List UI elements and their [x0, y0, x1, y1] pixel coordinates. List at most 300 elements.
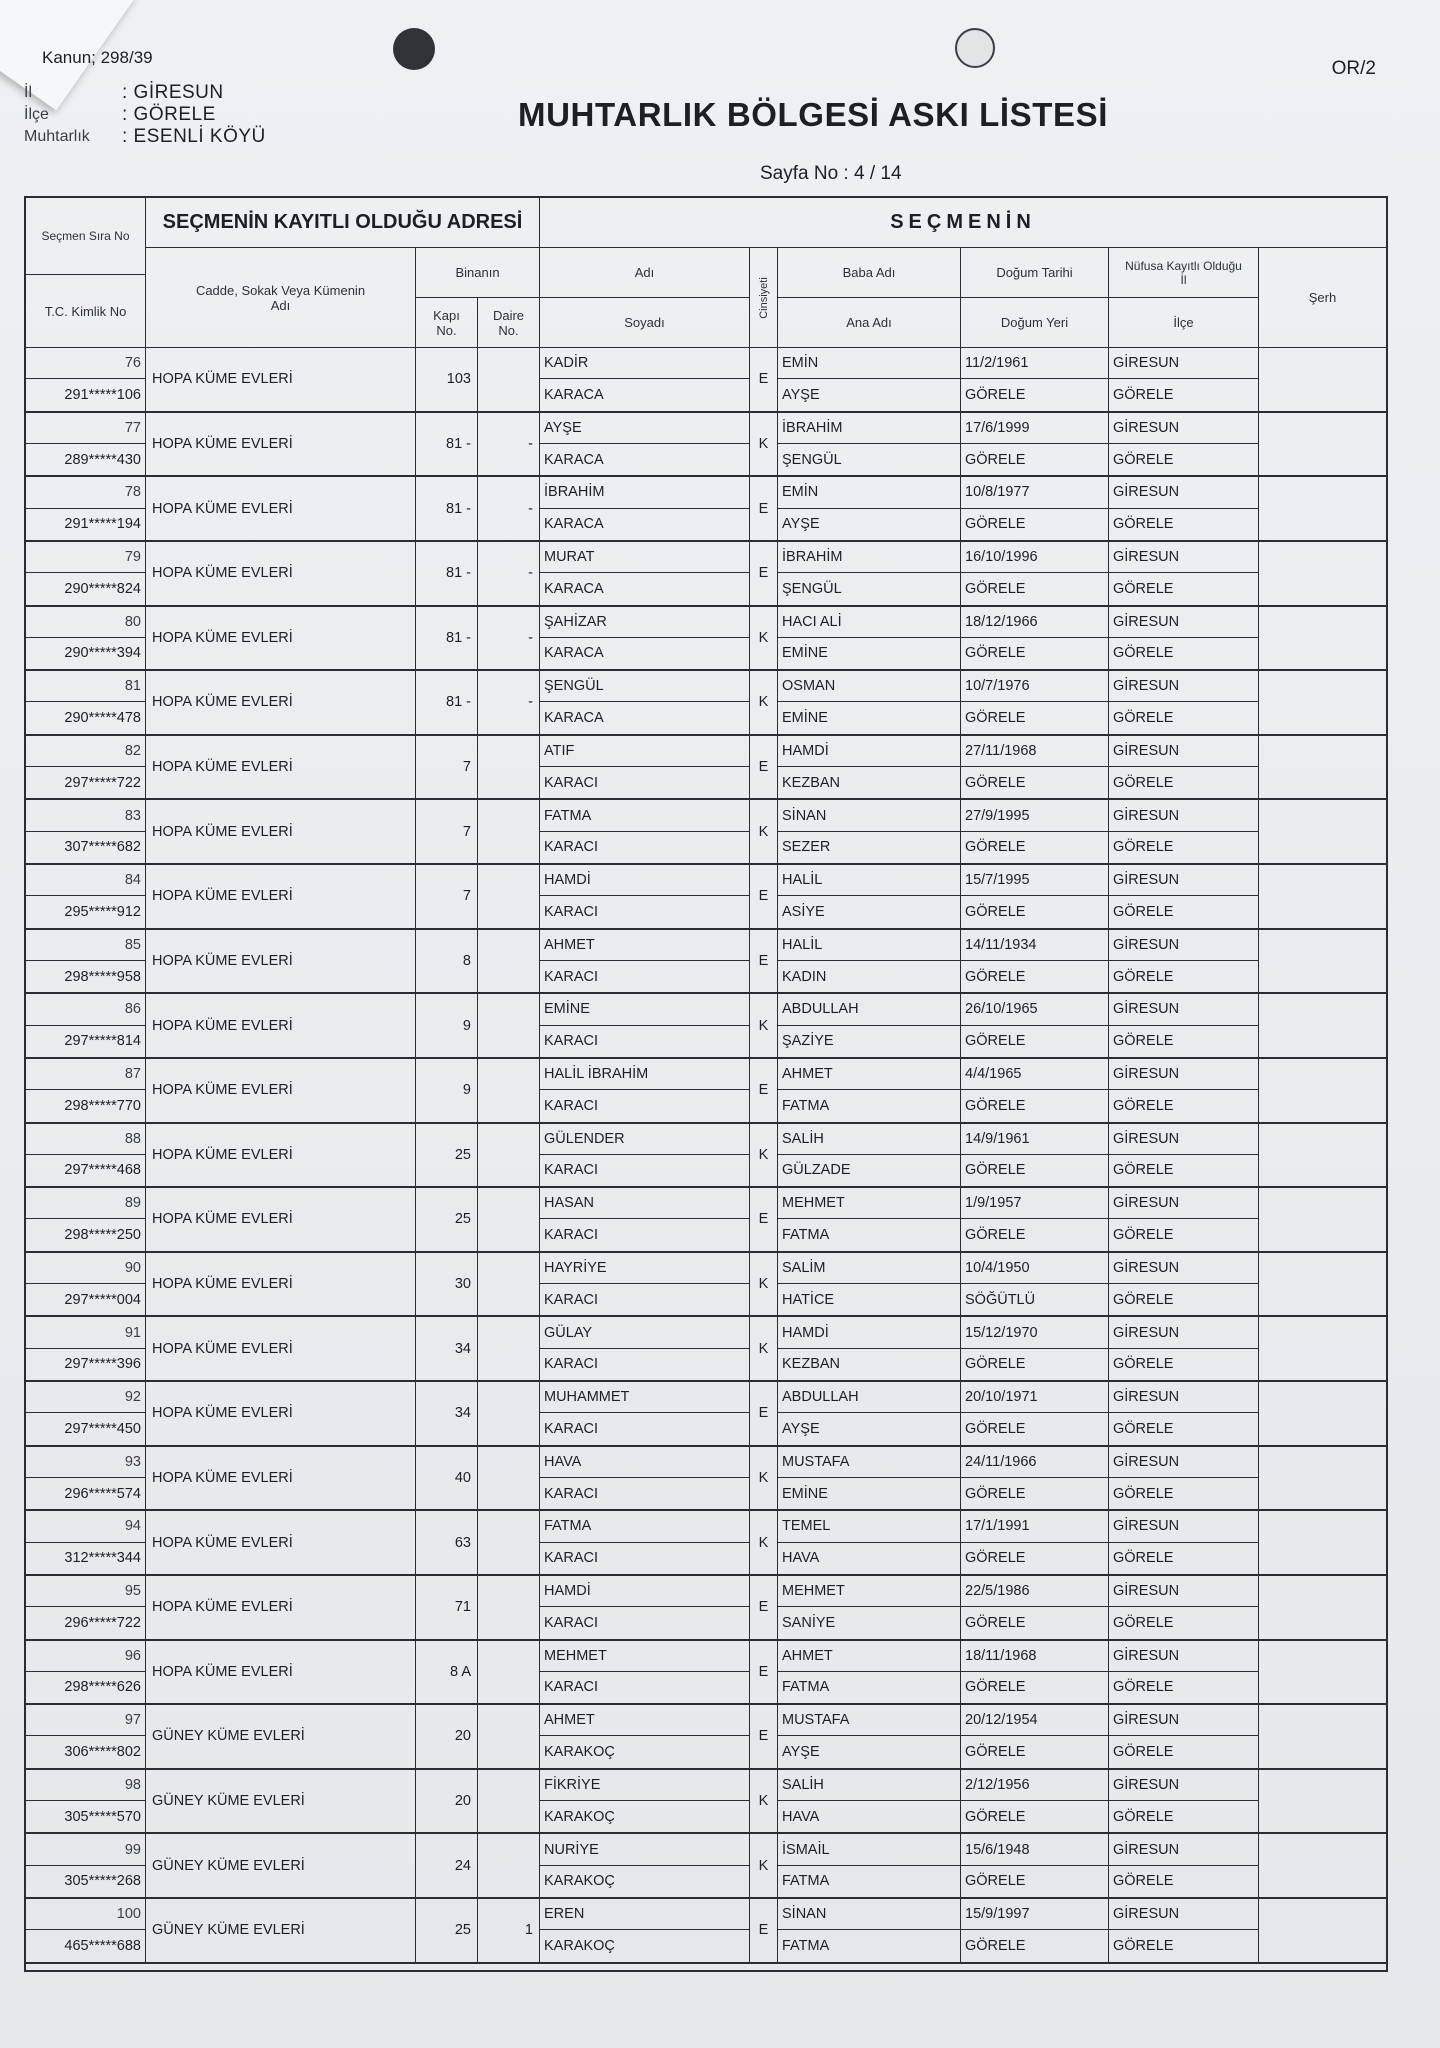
apartment-no	[478, 736, 539, 799]
gender: K	[758, 823, 769, 840]
registered-province: GİRESUN	[1109, 1705, 1258, 1736]
cell-cinsiyet	[750, 671, 778, 734]
gender: K	[758, 1340, 769, 1357]
mother-name: ŞENGÜL	[782, 580, 842, 597]
header-soyadi: Soyadı	[540, 298, 750, 348]
cell-sira-tc	[26, 1447, 146, 1510]
cell-il-ilce	[1109, 1641, 1259, 1704]
birth-place: GÖRELE	[965, 645, 1026, 662]
cell-sira-tc	[26, 671, 146, 734]
cell-cinsiyet	[750, 1705, 778, 1768]
first-name: ATIF	[540, 736, 749, 767]
cell-cinsiyet	[750, 736, 778, 799]
cell-dogum	[961, 1124, 1109, 1187]
father-name: HAMDİ	[778, 1317, 960, 1348]
cell-sira-tc	[26, 1899, 146, 1962]
cell-baba-ana	[778, 413, 961, 476]
secmen-sira-no: 95	[26, 1576, 145, 1607]
address-street: HOPA KÜME EVLERİ	[152, 1211, 293, 1228]
registered-district: GÖRELE	[1113, 451, 1174, 468]
mother-name: AYŞE	[782, 386, 820, 403]
address-street: HOPA KÜME EVLERİ	[152, 823, 293, 840]
gender: E	[758, 1082, 769, 1099]
table-row	[26, 1834, 1386, 1899]
cell-dogum	[961, 348, 1109, 411]
cell-kapi	[416, 1641, 478, 1704]
table-row	[26, 930, 1386, 995]
last-name: KARACA	[544, 580, 604, 597]
secmen-sira-no: 100	[26, 1899, 145, 1930]
gender: K	[758, 1146, 769, 1163]
first-name: MUHAMMET	[540, 1382, 749, 1413]
last-name: KARAKOÇ	[544, 1744, 615, 1761]
cell-sira-tc	[26, 1382, 146, 1445]
header-address-group: SEÇMENİN KAYITLI OLDUĞU ADRESİ	[146, 198, 540, 248]
cell-cinsiyet	[750, 1899, 778, 1962]
cell-il-ilce	[1109, 1511, 1259, 1574]
birth-date: 20/10/1971	[961, 1382, 1108, 1413]
birth-date: 18/11/1968	[961, 1641, 1108, 1672]
apartment-no: -	[528, 500, 533, 517]
mother-name: ŞAZİYE	[782, 1033, 834, 1050]
cell-serh	[1259, 477, 1386, 540]
cell-serh	[1259, 930, 1386, 993]
cell-daire	[478, 671, 540, 734]
tc-kimlik-no: 289*****430	[64, 451, 141, 468]
apartment-no	[478, 1317, 539, 1380]
door-no: 81 -	[446, 565, 471, 582]
registered-province: GİRESUN	[1109, 413, 1258, 444]
cell-serh	[1259, 1124, 1386, 1187]
first-name: HASAN	[540, 1188, 749, 1219]
cell-baba-ana	[778, 477, 961, 540]
cell-il-ilce	[1109, 1124, 1259, 1187]
birth-place: GÖRELE	[965, 710, 1026, 727]
cell-baba-ana	[778, 1576, 961, 1639]
cell-dogum	[961, 865, 1109, 928]
cell-adres	[146, 1511, 416, 1574]
father-name: TEMEL	[778, 1511, 960, 1542]
cell-adres	[146, 348, 416, 411]
registered-district: GÖRELE	[1113, 1744, 1174, 1761]
address-street: HOPA KÜME EVLERİ	[152, 1405, 293, 1422]
tc-kimlik-no: 290*****824	[64, 580, 141, 597]
cell-baba-ana	[778, 1124, 961, 1187]
cell-cinsiyet	[750, 1511, 778, 1574]
cell-dogum	[961, 736, 1109, 799]
table-header	[26, 198, 1386, 348]
cell-daire	[478, 607, 540, 670]
apartment-no	[478, 1382, 539, 1445]
cell-baba-ana	[778, 542, 961, 605]
birth-date: 20/12/1954	[961, 1705, 1108, 1736]
mother-name: ASİYE	[782, 903, 825, 920]
cell-adi-soyadi	[540, 413, 750, 476]
il-label: İl	[24, 84, 32, 101]
secmen-sira-no: 86	[26, 994, 145, 1025]
registered-province: GİRESUN	[1109, 800, 1258, 831]
cell-adi-soyadi	[540, 1382, 750, 1445]
registered-province: GİRESUN	[1109, 1059, 1258, 1090]
tc-kimlik-no: 297*****450	[64, 1420, 141, 1437]
door-no: 7	[462, 823, 471, 840]
cell-kapi	[416, 736, 478, 799]
cell-sira-tc	[26, 607, 146, 670]
address-street: HOPA KÜME EVLERİ	[152, 565, 293, 582]
cell-kapi	[416, 1382, 478, 1445]
first-name: NURİYE	[540, 1834, 749, 1865]
birth-place: GÖRELE	[965, 774, 1026, 791]
cell-kapi	[416, 671, 478, 734]
cell-adi-soyadi	[540, 542, 750, 605]
registered-district: GÖRELE	[1113, 1550, 1174, 1567]
father-name: MUSTAFA	[778, 1705, 960, 1736]
father-name: SALİH	[778, 1124, 960, 1155]
door-no: 9	[462, 1017, 471, 1034]
cell-kapi	[416, 1576, 478, 1639]
last-name: KARACI	[544, 1550, 598, 1567]
cell-daire	[478, 1899, 540, 1962]
door-no: 8 A	[450, 1663, 471, 1680]
registered-district: GÖRELE	[1113, 1614, 1174, 1631]
cell-daire	[478, 1770, 540, 1833]
law-reference: Kanun; 298/39	[42, 48, 153, 67]
birth-date: 15/6/1948	[961, 1834, 1108, 1865]
cell-daire	[478, 348, 540, 411]
birth-date: 17/6/1999	[961, 413, 1108, 444]
cell-sira-tc	[26, 736, 146, 799]
cell-cinsiyet	[750, 1447, 778, 1510]
cell-dogum	[961, 607, 1109, 670]
header-adi: Adı	[540, 248, 750, 298]
cell-serh	[1259, 1899, 1386, 1962]
secmen-sira-no: 94	[26, 1511, 145, 1542]
table-row	[26, 1899, 1386, 1964]
birth-place: GÖRELE	[965, 386, 1026, 403]
registered-district: GÖRELE	[1113, 903, 1174, 920]
cell-baba-ana	[778, 800, 961, 863]
first-name: HAVA	[540, 1447, 749, 1478]
cell-dogum	[961, 1382, 1109, 1445]
address-street: HOPA KÜME EVLERİ	[152, 1599, 293, 1616]
secmen-sira-no: 85	[26, 930, 145, 961]
cell-baba-ana	[778, 736, 961, 799]
cell-daire	[478, 1188, 540, 1251]
father-name: ABDULLAH	[778, 994, 960, 1025]
cell-kapi	[416, 542, 478, 605]
registered-district: GÖRELE	[1113, 1485, 1174, 1502]
gender: K	[758, 1276, 769, 1293]
cell-adi-soyadi	[540, 1124, 750, 1187]
birth-place: GÖRELE	[965, 1614, 1026, 1631]
header-binanin: Binanın	[416, 248, 540, 298]
registered-province: GİRESUN	[1109, 1834, 1258, 1865]
cell-sira-tc	[26, 348, 146, 411]
gender: E	[758, 1211, 769, 1228]
gender: K	[758, 1534, 769, 1551]
birth-place: SÖĞÜTLÜ	[965, 1291, 1036, 1308]
birth-place: GÖRELE	[965, 1356, 1026, 1373]
cell-baba-ana	[778, 1899, 961, 1962]
table-row	[26, 865, 1386, 930]
cell-serh	[1259, 1188, 1386, 1251]
address-street: HOPA KÜME EVLERİ	[152, 1017, 293, 1034]
cell-daire	[478, 1705, 540, 1768]
cell-adres	[146, 1447, 416, 1510]
gender: K	[758, 1793, 769, 1810]
door-no: 40	[454, 1469, 471, 1486]
cell-serh	[1259, 1834, 1386, 1897]
gender: E	[758, 1405, 769, 1422]
gender: K	[758, 435, 769, 452]
cell-il-ilce	[1109, 800, 1259, 863]
cell-kapi	[416, 413, 478, 476]
header-cadde: Cadde, Sokak Veya Kümenin Adı	[146, 248, 416, 348]
cell-kapi	[416, 1059, 478, 1122]
cell-adi-soyadi	[540, 1705, 750, 1768]
tc-kimlik-no: 291*****106	[64, 386, 141, 403]
cell-daire	[478, 1641, 540, 1704]
cell-adi-soyadi	[540, 1770, 750, 1833]
cell-serh	[1259, 1317, 1386, 1380]
gender: K	[758, 1017, 769, 1034]
cell-il-ilce	[1109, 1576, 1259, 1639]
birth-place: GÖRELE	[965, 839, 1026, 856]
registered-province: GİRESUN	[1109, 1899, 1258, 1930]
mother-name: FATMA	[782, 1227, 830, 1244]
mother-name: GÜLZADE	[782, 1162, 851, 1179]
secmen-sira-no: 87	[26, 1059, 145, 1090]
door-no: 25	[454, 1146, 471, 1163]
cell-daire	[478, 413, 540, 476]
secmen-sira-no: 89	[26, 1188, 145, 1219]
cell-adres	[146, 413, 416, 476]
first-name: GÜLENDER	[540, 1124, 749, 1155]
cell-adres	[146, 865, 416, 928]
cell-cinsiyet	[750, 1253, 778, 1316]
cell-serh	[1259, 542, 1386, 605]
cell-serh	[1259, 994, 1386, 1057]
cell-dogum	[961, 477, 1109, 540]
mother-name: KADIN	[782, 968, 827, 985]
tc-kimlik-no: 312*****344	[64, 1550, 141, 1567]
header-baba-adi: Baba Adı	[778, 248, 961, 298]
tc-kimlik-no: 291*****194	[64, 516, 141, 533]
cell-adres	[146, 1059, 416, 1122]
cell-serh	[1259, 607, 1386, 670]
cell-il-ilce	[1109, 1834, 1259, 1897]
tc-kimlik-no: 307*****682	[64, 839, 141, 856]
cell-adres	[146, 542, 416, 605]
father-name: HAMDİ	[778, 736, 960, 767]
cell-cinsiyet	[750, 1188, 778, 1251]
cell-baba-ana	[778, 1641, 961, 1704]
cell-sira-tc	[26, 1576, 146, 1639]
father-name: SİNAN	[778, 800, 960, 831]
cell-sira-tc	[26, 800, 146, 863]
last-name: KARACA	[544, 451, 604, 468]
apartment-no: -	[528, 629, 533, 646]
secmen-sira-no: 91	[26, 1317, 145, 1348]
cell-cinsiyet	[750, 1059, 778, 1122]
cell-daire	[478, 1447, 540, 1510]
apartment-no	[478, 1641, 539, 1704]
gender: E	[758, 1728, 769, 1745]
cell-serh	[1259, 1576, 1386, 1639]
cell-cinsiyet	[750, 477, 778, 540]
address-street: HOPA KÜME EVLERİ	[152, 1340, 293, 1357]
cell-kapi	[416, 1317, 478, 1380]
header-daire-no: Daire No.	[478, 298, 540, 348]
last-name: KARACI	[544, 1485, 598, 1502]
registered-province: GİRESUN	[1109, 348, 1258, 379]
cell-kapi	[416, 1705, 478, 1768]
registered-province: GİRESUN	[1109, 1576, 1258, 1607]
birth-place: GÖRELE	[965, 516, 1026, 533]
cell-dogum	[961, 1770, 1109, 1833]
table-row	[26, 1124, 1386, 1189]
gender: E	[758, 759, 769, 776]
mother-name: SANİYE	[782, 1614, 836, 1631]
door-no: 8	[462, 952, 471, 969]
registered-district: GÖRELE	[1113, 1937, 1174, 1954]
address-street: GÜNEY KÜME EVLERİ	[152, 1922, 305, 1939]
birth-place: GÖRELE	[965, 1033, 1026, 1050]
header-ana-adi: Ana Adı	[778, 298, 961, 348]
address-street: HOPA KÜME EVLERİ	[152, 888, 293, 905]
birth-place: GÖRELE	[965, 1420, 1026, 1437]
tc-kimlik-no: 296*****574	[64, 1485, 141, 1502]
cell-kapi	[416, 1834, 478, 1897]
door-no: 81 -	[446, 500, 471, 517]
cell-adres	[146, 1382, 416, 1445]
registered-district: GÖRELE	[1113, 1227, 1174, 1244]
cell-baba-ana	[778, 1382, 961, 1445]
birth-date: 17/1/1991	[961, 1511, 1108, 1542]
first-name: MURAT	[540, 542, 749, 573]
registered-province: GİRESUN	[1109, 1641, 1258, 1672]
first-name: AHMET	[540, 930, 749, 961]
cell-serh	[1259, 1253, 1386, 1316]
secmen-sira-no: 81	[26, 671, 145, 702]
birth-date: 22/5/1986	[961, 1576, 1108, 1607]
tc-kimlik-no: 297*****722	[64, 774, 141, 791]
cell-baba-ana	[778, 930, 961, 993]
cell-sira-tc	[26, 1317, 146, 1380]
registered-province: GİRESUN	[1109, 1253, 1258, 1284]
last-name: KARACI	[544, 1291, 598, 1308]
cell-serh	[1259, 1059, 1386, 1122]
muhtarlik-label: Muhtarlık	[24, 128, 90, 145]
cell-adres	[146, 1188, 416, 1251]
cell-baba-ana	[778, 1511, 961, 1574]
cell-dogum	[961, 1059, 1109, 1122]
gender: E	[758, 1663, 769, 1680]
apartment-no	[478, 348, 539, 411]
father-name: ABDULLAH	[778, 1382, 960, 1413]
birth-date: 1/9/1957	[961, 1188, 1108, 1219]
registered-district: GÖRELE	[1113, 1808, 1174, 1825]
cell-adi-soyadi	[540, 865, 750, 928]
ilce-label: İlçe	[24, 106, 49, 123]
birth-place: GÖRELE	[965, 580, 1026, 597]
cell-il-ilce	[1109, 994, 1259, 1057]
gender: K	[758, 629, 769, 646]
father-name: OSMAN	[778, 671, 960, 702]
birth-date: 10/7/1976	[961, 671, 1108, 702]
birth-place: GÖRELE	[965, 1162, 1026, 1179]
door-no: 9	[462, 1082, 471, 1099]
registered-district: GÖRELE	[1113, 1033, 1174, 1050]
table-row	[26, 542, 1386, 607]
cell-cinsiyet	[750, 607, 778, 670]
cell-adi-soyadi	[540, 1834, 750, 1897]
birth-date: 26/10/1965	[961, 994, 1108, 1025]
last-name: KARACI	[544, 1614, 598, 1631]
father-name: İBRAHİM	[778, 413, 960, 444]
header-secmen-sira-no: Seçmen Sıra No	[26, 198, 146, 275]
birth-date: 10/8/1977	[961, 477, 1108, 508]
birth-place: GÖRELE	[965, 1485, 1026, 1502]
cell-adres	[146, 607, 416, 670]
mother-name: FATMA	[782, 1873, 830, 1890]
apartment-no	[478, 865, 539, 928]
first-name: FATMA	[540, 800, 749, 831]
cell-cinsiyet	[750, 800, 778, 863]
address-street: HOPA KÜME EVLERİ	[152, 759, 293, 776]
cell-il-ilce	[1109, 477, 1259, 540]
tc-kimlik-no: 298*****626	[64, 1679, 141, 1696]
cell-baba-ana	[778, 1253, 961, 1316]
registered-province: GİRESUN	[1109, 1770, 1258, 1801]
last-name: KARACI	[544, 1356, 598, 1373]
address-street: HOPA KÜME EVLERİ	[152, 1082, 293, 1099]
cell-adi-soyadi	[540, 930, 750, 993]
table-row	[26, 1641, 1386, 1706]
registered-district: GÖRELE	[1113, 1873, 1174, 1890]
birth-place: GÖRELE	[965, 451, 1026, 468]
cell-dogum	[961, 413, 1109, 476]
address-street: HOPA KÜME EVLERİ	[152, 435, 293, 452]
cell-adres	[146, 930, 416, 993]
cell-serh	[1259, 736, 1386, 799]
address-street: HOPA KÜME EVLERİ	[152, 629, 293, 646]
cell-dogum	[961, 1576, 1109, 1639]
mother-name: AYŞE	[782, 516, 820, 533]
cell-baba-ana	[778, 607, 961, 670]
cell-sira-tc	[26, 1641, 146, 1704]
punch-hole	[393, 28, 435, 70]
secmen-sira-no: 76	[26, 348, 145, 379]
header-secmenin: SEÇMENİN	[540, 198, 1386, 248]
header-kapi-no: Kapı No.	[416, 298, 478, 348]
registered-province: GİRESUN	[1109, 994, 1258, 1025]
cell-adres	[146, 1576, 416, 1639]
table-row	[26, 1576, 1386, 1641]
birth-place: GÖRELE	[965, 968, 1026, 985]
apartment-no	[478, 1124, 539, 1187]
cell-il-ilce	[1109, 1770, 1259, 1833]
registered-province: GİRESUN	[1109, 477, 1258, 508]
cell-daire	[478, 800, 540, 863]
header-dogum-tarihi: Doğum Tarihi	[961, 248, 1109, 298]
door-no: 7	[462, 888, 471, 905]
tc-kimlik-no: 465*****688	[64, 1937, 141, 1954]
birth-date: 4/4/1965	[961, 1059, 1108, 1090]
location-info	[24, 82, 266, 148]
mother-name: HATİCE	[782, 1291, 835, 1308]
door-no: 81 -	[446, 435, 471, 452]
